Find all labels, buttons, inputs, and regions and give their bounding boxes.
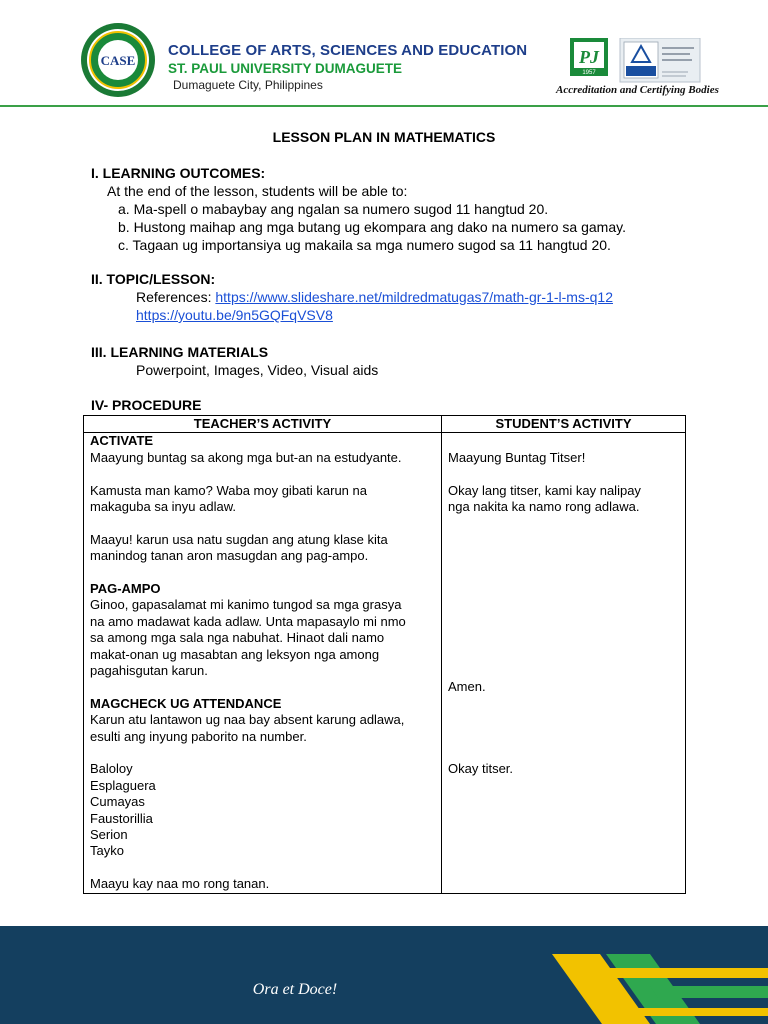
attendance-instruction-line: Karun atu lantawon ug naa bay absent karung adlawa, xyxy=(90,712,405,728)
learning-outcomes-intro: At the end of the lesson, students will be able to: xyxy=(107,183,408,199)
header-divider xyxy=(0,105,768,107)
svg-text:CASE: CASE xyxy=(100,53,136,68)
prayer-line: sa among mga sala nga nabuhat. Hinaot dali namo xyxy=(90,630,385,646)
outcome-item-a: a. Ma-spell o mabaybay ang ngalan sa numero sugod 11 hangtud 20. xyxy=(118,201,549,217)
activate-question xyxy=(90,483,435,516)
attendance-instruction-line: esulti ang inyung paborito na number. xyxy=(90,728,307,744)
procedure-section xyxy=(91,396,201,414)
table-header-row xyxy=(84,416,686,433)
college-name: COLLEGE OF ARTS, SCIENCES AND EDUCATION xyxy=(168,42,528,59)
outcome-item-b: b. Hustong maihap ang mga butang ug ekompara ang dako na numero sa gamay. xyxy=(118,219,626,235)
youtube-line xyxy=(91,306,613,324)
student-reply-line: Okay lang titser, kami kay nalipay xyxy=(448,482,641,498)
svg-text:1957: 1957 xyxy=(582,70,596,76)
references-label: References: xyxy=(136,289,216,305)
materials-text: Powerpoint, Images, Video, Visual aids xyxy=(136,362,379,378)
accreditation-caption: Accreditation and Certifying Bodies xyxy=(556,84,719,96)
list-item: Baloloy xyxy=(90,761,133,777)
student-reply-amen: Amen. xyxy=(448,679,486,695)
youtube-link[interactable]: https://youtu.be/9n5GQFqVSV8 xyxy=(136,307,333,323)
references-line xyxy=(91,288,613,306)
list-item: Serion xyxy=(90,827,128,843)
student-names-list xyxy=(90,761,435,859)
spacer xyxy=(448,532,679,680)
procedure-heading: IV- PROCEDURE xyxy=(91,397,202,413)
city-text: Dumaguete City, Philippines xyxy=(173,78,323,92)
student-reply-line: nga nakita ka namo rong adlawa. xyxy=(448,499,640,514)
activate-instruction xyxy=(90,532,435,565)
activate-question-line: makaguba sa inyu adlaw. xyxy=(90,499,236,515)
accreditation-logos xyxy=(568,38,702,84)
footer-motto: Ora et Doce! xyxy=(252,981,338,998)
prayer-line: pagahisgutan karun. xyxy=(90,663,208,679)
closing-remark: Maayu kay naa mo rong tanan. xyxy=(90,876,270,892)
college-seal-logo xyxy=(80,22,156,98)
list-item: Esplaguera xyxy=(90,777,156,793)
spacer xyxy=(448,712,679,761)
slideshare-link[interactable]: https://www.slideshare.net/mildredmatugas7/math-gr-1-l-ms-q12 xyxy=(215,289,613,305)
table-row xyxy=(84,433,686,893)
procedure-table xyxy=(83,415,686,894)
topic-heading: II. TOPIC/LESSON: xyxy=(91,271,216,287)
outcome-item-c: c. Tagaan ug importansiya ug makaila sa mga numero sugod sa 11 hangtud 20. xyxy=(118,237,611,253)
attendance-heading: MAGCHECK UG ATTENDANCE xyxy=(90,695,282,711)
svg-text:PJ: PJ xyxy=(579,47,599,67)
college-info xyxy=(168,42,527,92)
student-activity-header: STUDENT’S ACTIVITY xyxy=(442,416,686,433)
student-activity-cell xyxy=(442,433,686,893)
prayer-line: Ginoo, gapasalamat mi kanimo tungod sa mga grasya xyxy=(90,597,402,613)
activate-instruction-line: manindog tanan aron masugdan ang pag-ampo. xyxy=(90,548,369,564)
footer-band xyxy=(0,926,768,1024)
student-reply-okay: Okay titser. xyxy=(448,761,514,777)
prayer-line: na amo madawat kada adlaw. Unta mapasaylo mi nmo xyxy=(90,613,406,629)
list-item: Faustorillia xyxy=(90,810,153,826)
topic-section xyxy=(91,270,613,324)
learning-outcomes-heading: I. LEARNING OUTCOMES: xyxy=(91,165,266,181)
materials-section xyxy=(91,343,378,379)
activate-greeting: Maayung buntag sa akong mga but-an na estudyante. xyxy=(90,449,402,465)
activate-question-line: Kamusta man kamo? Waba moy gibati karun na xyxy=(90,482,367,498)
activate-instruction-line: Maayu! karun usa natu sugdan ang atung klase kita xyxy=(90,531,388,547)
spacer xyxy=(448,433,679,449)
prayer-line: makat-onan ug masabtan ang leksyon nga among xyxy=(90,646,380,662)
document-header xyxy=(0,0,768,110)
list-item: Cumayas xyxy=(90,794,145,810)
list-item: Tayko xyxy=(90,843,124,859)
pagampo-heading: PAG-AMPO xyxy=(90,581,161,597)
teacher-activity-cell xyxy=(84,433,442,893)
university-name: ST. PAUL UNIVERSITY DUMAGUETE xyxy=(168,61,403,76)
student-reply-1: Maayung Buntag Titser! xyxy=(448,449,586,465)
activate-heading: ACTIVATE xyxy=(90,433,154,449)
materials-heading: III. LEARNING MATERIALS xyxy=(91,344,269,360)
teacher-activity-header: TEACHER’S ACTIVITY xyxy=(84,416,442,433)
learning-outcomes-section xyxy=(91,164,626,254)
student-reply-2 xyxy=(448,483,679,516)
lesson-plan-title: LESSON PLAN IN MATHEMATICS xyxy=(272,129,496,145)
prayer-text xyxy=(90,597,435,679)
attendance-instruction xyxy=(90,712,435,745)
